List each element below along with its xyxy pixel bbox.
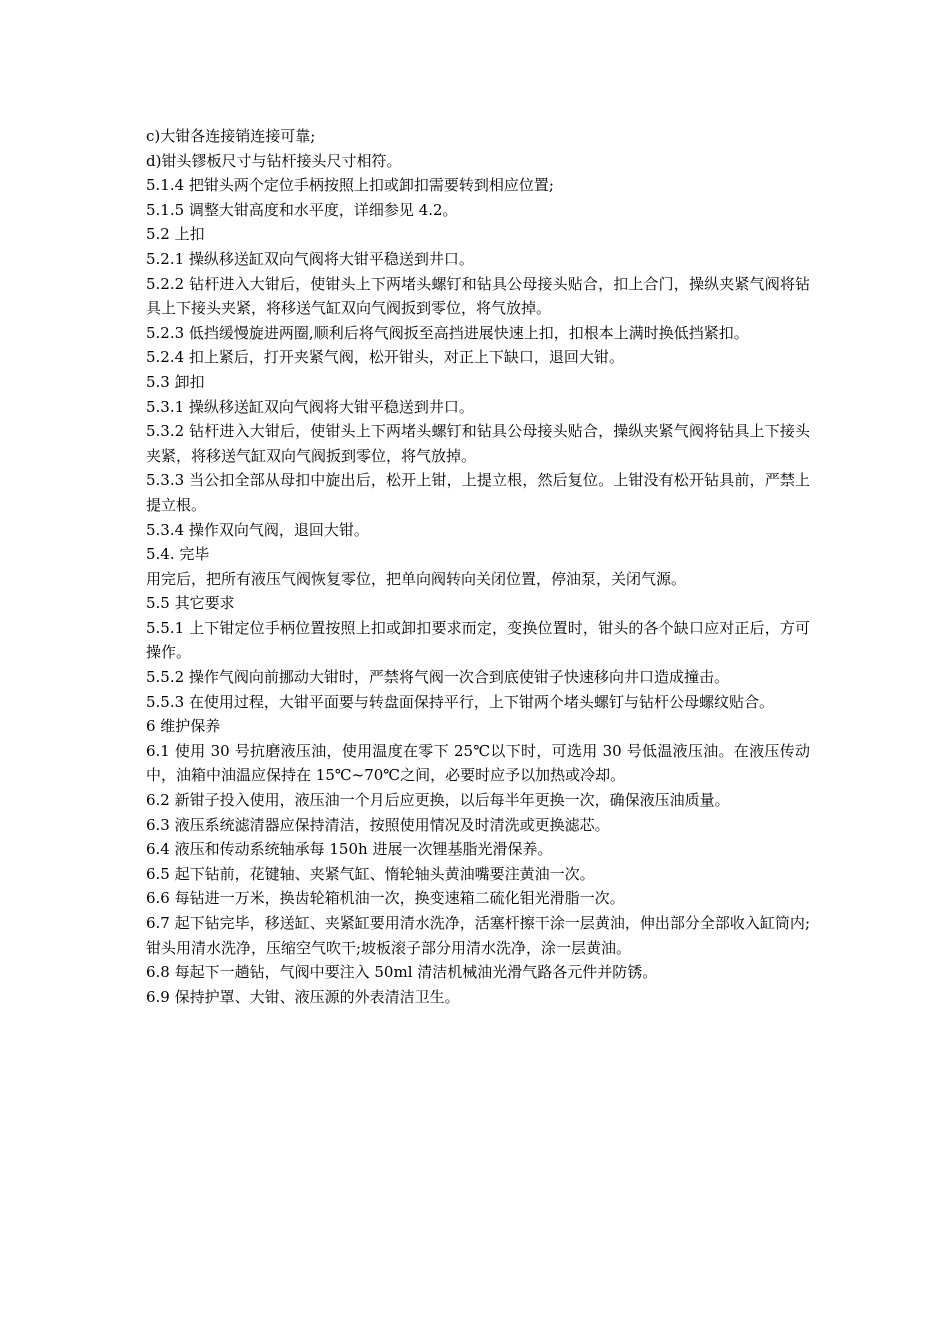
section-heading: 5.2 上扣 (146, 225, 205, 244)
paragraph: 6.7 起下钻完毕，移送缸、夹紧缸要用清水洗净，活塞杆擦干涂一层黄油，伸出部分全部收入缸筒内;钳头用清水洗净，压缩空气吹干;坡板滚子部分用清水洗净，涂一层黄油。 (146, 914, 810, 957)
paragraph: 6.1 使用 30 号抗磨液压油，使用温度在零下 25℃以下时，可选用 30 号低温液压油。在液压传动中，油箱中油温应保持在 15℃~70℃之间，必要时应予以加热或冷却。 (146, 741, 810, 785)
paragraph: 6.4 液压和传动系统轴承每 150h 进展一次锂基脂光滑保养。 (146, 840, 553, 859)
paragraph: 6.2 新钳子投入使用，液压油一个月后应更换，以后每半年更换一次，确保液压油质量。 (146, 791, 730, 810)
paragraph: d)钳头镠板尺寸与钻杆接头尺寸相符。 (146, 151, 402, 170)
paragraph: c)大钳各连接销连接可靠; (146, 127, 316, 145)
section-heading: 6 维护保养 (146, 717, 221, 736)
paragraph: 5.1.4 把钳头两个定位手柄按照上扣或卸扣需要转到相应位置; (146, 176, 554, 195)
paragraph: 5.3.2 钻杆进入大钳后，使钳头上下两堵头螺钉和钻具公母接头贴合，操纵夹紧气阀将钻具上下接头夹紧，将移送气缸双向气阀扳到零位，将气放掉。 (146, 422, 810, 465)
paragraph: 5.5.2 操作气阀向前挪动大钳时，严禁将气阀一次合到底使钳子快速移向井口造成撞击。 (146, 668, 729, 687)
paragraph: 5.2.2 钻杆进入大钳后，使钳头上下两堵头螺钉和钻具公母接头贴合，扣上合门，操纵夹紧气阀将钻具上下接头夹紧，将移送气缸双向气阀扳到零位，将气放掉。 (146, 274, 810, 318)
paragraph: 6.5 起下钻前，花键轴、夹紧气缸、惰轮轴头黄油嘴要注黄油一次。 (146, 864, 595, 883)
paragraph: 5.2.4 扣上紧后，打开夹紧气阀，松开钳头，对正上下缺口，退回大钳。 (146, 348, 624, 367)
paragraph: 5.2.3 低挡缓慢旋进两圈,顺利后将气阀扳至高挡进展快速上扣，扣根本上满时换低挡紧扣。 (146, 323, 749, 342)
paragraph: 5.2.1 操纵移送缸双向气阀将大钳平稳送到井口。 (146, 249, 474, 268)
paragraph: 5.3.4 操作双向气阀，退回大钳。 (146, 520, 369, 539)
paragraph: 5.3.1 操纵移送缸双向气阀将大钳平稳送到井口。 (146, 397, 474, 416)
paragraph: 5.1.5 调整大钳高度和水平度，详细参见 4.2。 (146, 200, 458, 219)
document-page (146, 124, 810, 1009)
section-heading: 5.5 其它要求 (146, 594, 235, 613)
paragraph: 6.3 液压系统滤清器应保持清洁，按照使用情况及时清洗或更换滤芯。 (146, 815, 610, 834)
paragraph: 6.6 每钻进一万米，换齿轮箱机油一次，换变速箱二硫化钼光滑脂一次。 (146, 889, 625, 908)
paragraph: 用完后，把所有液压气阀恢复零位，把单向阀转向关闭位置，停油泵，关闭气源。 (146, 569, 687, 588)
paragraph: 5.5.1 上下钳定位手柄位置按照上扣或卸扣要求而定，变换位置时，钳头的各个缺口应对正后，方可操作。 (146, 618, 810, 662)
section-heading: 5.4. 完毕 (146, 545, 210, 564)
paragraph: 5.5.3 在使用过程，大钳平面要与转盘面保持平行，上下钳两个堵头螺钉与钻杆公母螺纹贴合。 (146, 692, 774, 711)
section-heading: 5.3 卸扣 (146, 372, 205, 391)
paragraph: 6.8 每起下一趟钻，气阀中要注入 50ml 清洁机械油光滑气路各元件并防锈。 (146, 963, 658, 982)
paragraph: 6.9 保持护罩、大钳、液压源的外表清洁卫生。 (146, 987, 460, 1006)
paragraph: 5.3.3 当公扣全部从母扣中旋出后，松开上钳，上提立根，然后复位。上钳没有松开钻具前，严禁上提立根。 (146, 471, 810, 514)
